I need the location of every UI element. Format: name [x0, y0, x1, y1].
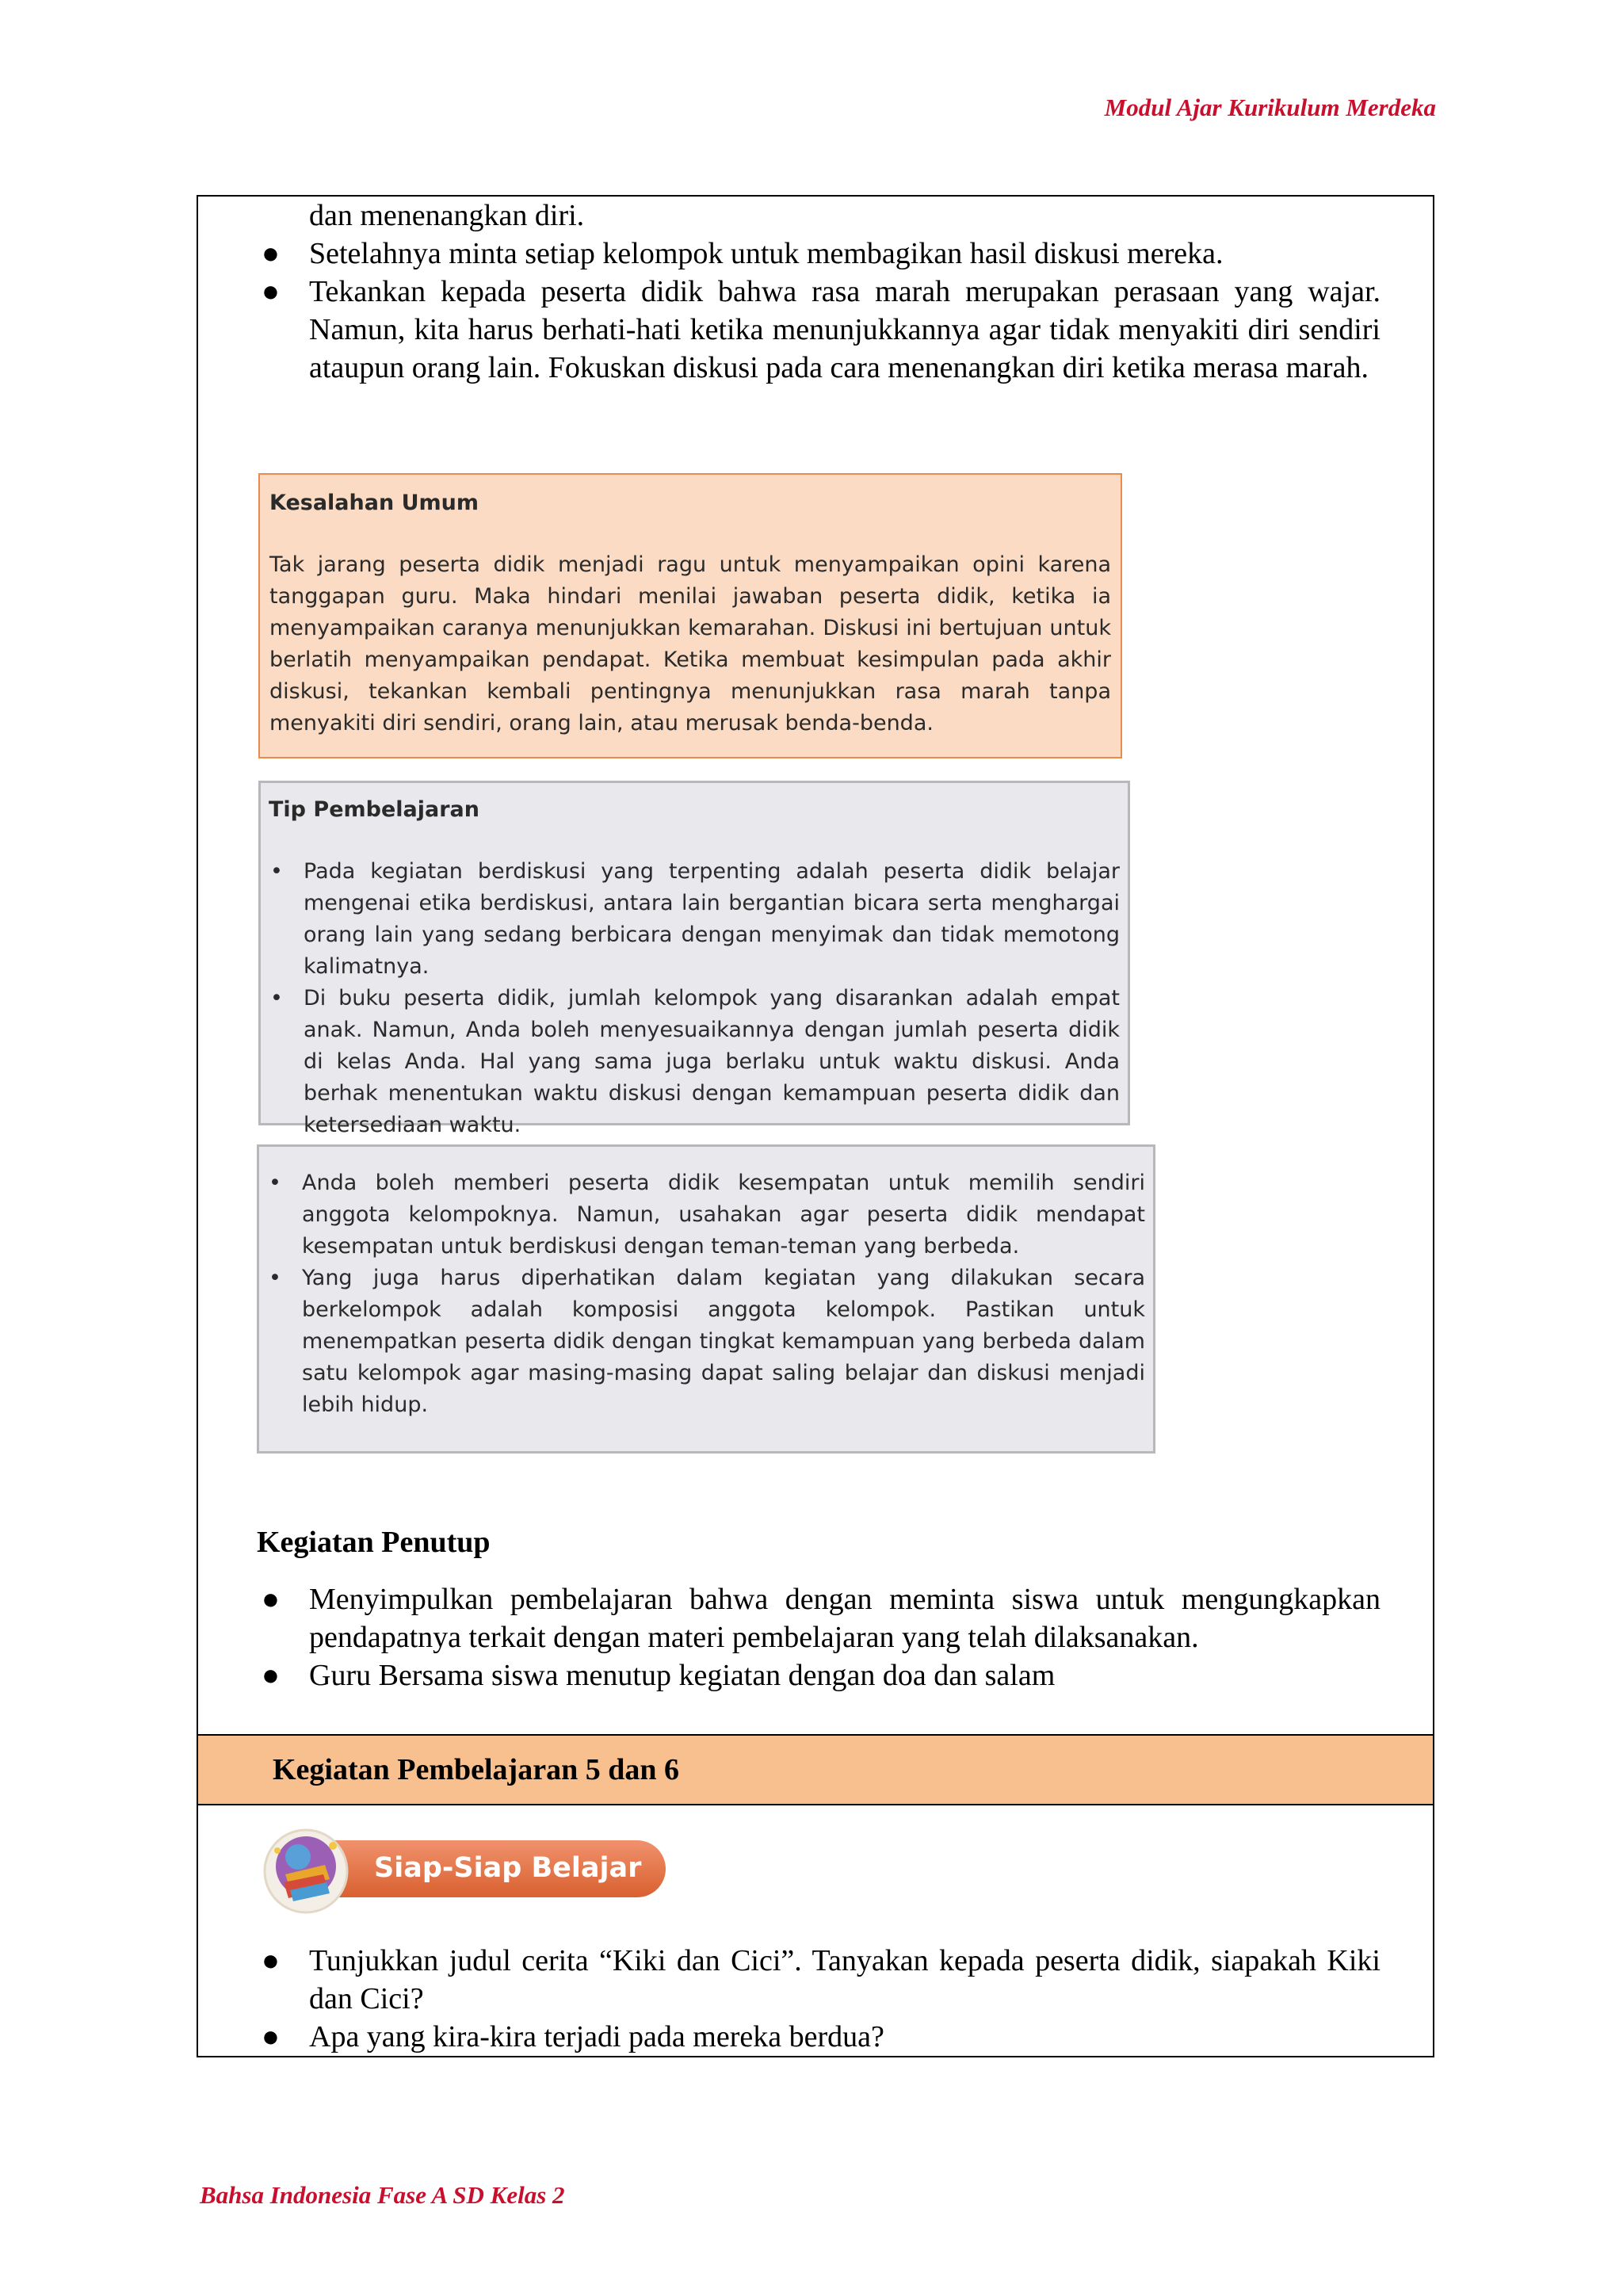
- page-footer-text: Bahsa Indonesia Fase A SD Kelas 2: [200, 2181, 565, 2209]
- list-item: • Yang juga harus diperhatikan dalam kegiatan yang dilakukan secara berkelompok adalah komposisi anggota kelompok. Pastikan untuk menempatkan peserta didik dengan tingkat kemampuan yang berbeda dalam satu kelompok agar masing-masing dapat saling belajar dan diskusi menjadi lebih hidup.: [267, 1263, 1145, 1421]
- bullet-icon: •: [269, 1171, 281, 1195]
- kesalahan-umum-box: [258, 473, 1122, 758]
- bullet-icon: •: [270, 986, 283, 1010]
- list-item: ● Setelahnya minta setiap kelompok untuk membagikan hasil diskusi mereka.: [309, 235, 1381, 273]
- list-item-continuation: dan menenangkan diri.: [309, 199, 585, 232]
- section-title-penutup: Kegiatan Penutup: [257, 1526, 491, 1559]
- box-title: Kesalahan Umum: [269, 491, 479, 515]
- list-item: ● Menyimpulkan pembelajaran bahwa dengan meminta siswa untuk mengungkapkan pendapatnya terkait dengan materi pembelajaran yang telah dilaksanakan.: [309, 1580, 1381, 1656]
- tip-list: [269, 856, 1120, 1141]
- list-item: • Pada kegiatan berdiskusi yang terpenting adalah peserta didik belajar mengenai etika berdiskusi, antara lain bergantian bicara serta menghargai orang lain yang sedang berbicara dengan menyimak dan tidak memotong kalimatnya.: [269, 856, 1120, 983]
- bullet-icon: ●: [262, 275, 280, 308]
- list-item: ● Apa yang kira-kira terjadi pada mereka berdua?: [309, 2018, 1381, 2056]
- top-activity-list: [262, 197, 1381, 387]
- box-title: Tip Pembelajaran: [269, 797, 479, 822]
- siap-siap-belajar-badge: [262, 1827, 682, 1916]
- list-item: ● Guru Bersama siswa menutup kegiatan dengan doa dan salam: [309, 1656, 1381, 1694]
- tip-list: [267, 1167, 1145, 1421]
- list-item: ● Tunjukkan judul cerita “Kiki dan Cici”. Tanyakan kepada peserta didik, siapakah Kiki dan Cici?: [309, 1942, 1381, 2018]
- tip-pembelajaran-box: [258, 781, 1130, 1137]
- bullet-icon: ●: [262, 1659, 280, 1692]
- bullet-icon: ●: [262, 237, 280, 270]
- list-item: ● Tekankan kepada peserta didik bahwa rasa marah merupakan perasaan yang wajar. Namun, kita harus berhati-hati ketika menunjukkannya agar tidak menyakiti diri sendiri ataupun orang lain. Fokuskan diskusi pada cara menenangkan diri ketika merasa marah.: [309, 273, 1381, 387]
- siap-list: [262, 1942, 1381, 2056]
- list-item: • Di buku peserta didik, jumlah kelompok yang disarankan adalah empat anak. Namun, Anda boleh menyesuaikannya dengan jumlah peserta didik di kelas Anda. Hal yang sama juga berlaku untuk waktu diskusi. Anda berhak menentukan waktu diskusi dengan kemampuan peserta didik dan ketersediaan waktu.: [269, 983, 1120, 1141]
- bullet-icon: •: [270, 859, 283, 884]
- page-header-title: Modul Ajar Kurikulum Merdeka: [1104, 94, 1436, 121]
- section-band: [198, 1734, 1433, 1805]
- bullet-icon: ●: [262, 1583, 280, 1616]
- badge-label: Siap-Siap Belajar: [374, 1852, 642, 1884]
- box-body: Tak jarang peserta didik menjadi ragu untuk menyampaikan opini karena tanggapan guru. Maka hindari menilai jawaban peserta didik, ketika ia menyampaikan caranya menunjukkan kemarahan. Diskusi ini bertujuan untuk berlatih menyampaikan pendapat. Ketika membuat kesimpulan pada akhir diskusi, tekankan kembali pentingnya menunjukkan rasa marah tanpa menyakiti diri sendiri, orang lain, atau merusak benda-benda.: [269, 552, 1111, 735]
- penutup-list: [262, 1580, 1381, 1694]
- bullet-icon: •: [269, 1266, 281, 1290]
- list-item: • Anda boleh memberi peserta didik kesempatan untuk memilih sendiri anggota kelompoknya. Namun, usahakan agar peserta didik mendapat kesempatan untuk berdiskusi dengan teman-teman yang berbeda.: [267, 1167, 1145, 1263]
- band-title: Kegiatan Pembelajaran 5 dan 6: [273, 1753, 679, 1786]
- tip-lanjutan-box: [257, 1144, 1155, 1454]
- books-globe-icon: [262, 1827, 350, 1916]
- bullet-icon: ●: [262, 1944, 280, 1977]
- bullet-icon: ●: [262, 2020, 280, 2053]
